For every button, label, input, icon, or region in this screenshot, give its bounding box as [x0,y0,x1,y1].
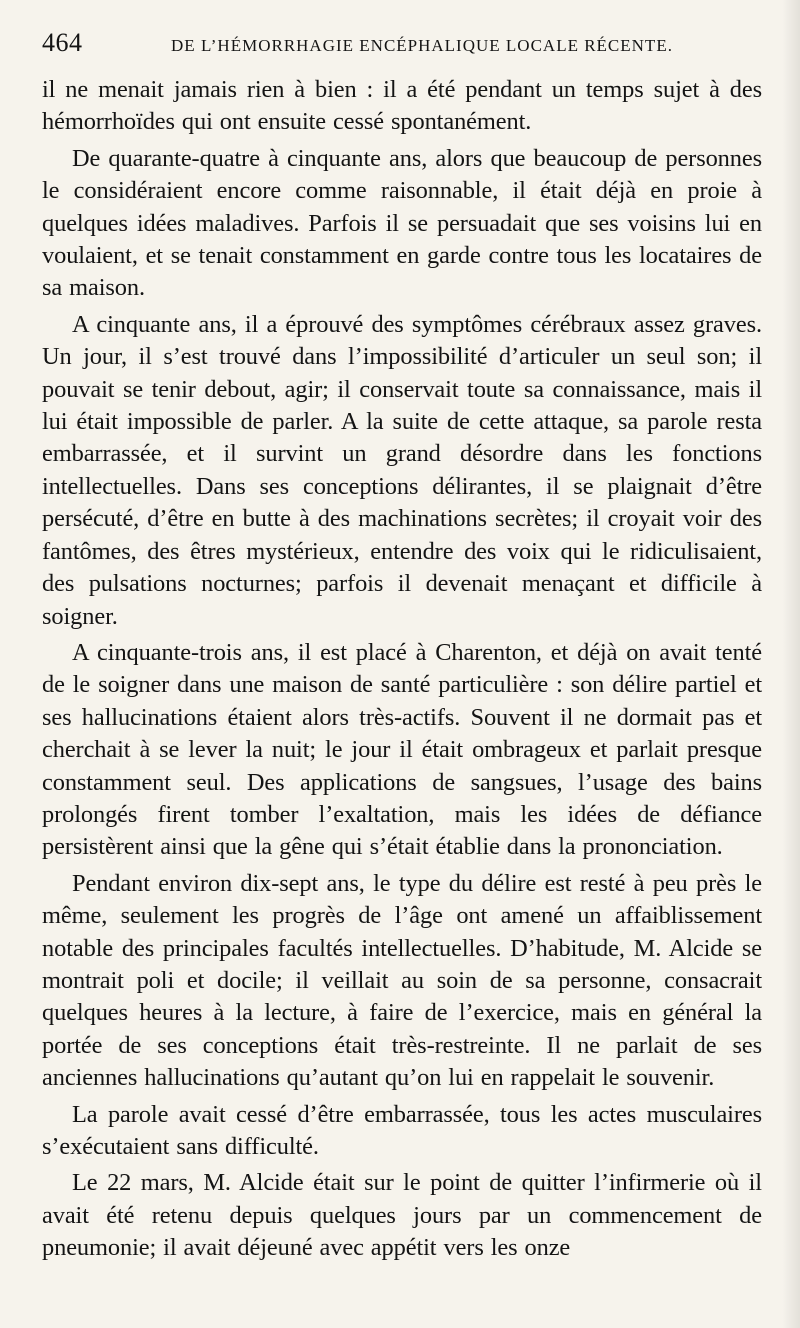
paragraph: A cinquante-trois ans, il est placé à Charenton, et déjà on avait tenté de le soigner dans une maison de santé particulière : son délire partiel et ses hallucinations étaient alors très-actifs. Souvent il ne dormait pas et cherchait à se lever la nuit; le jour il était ombrageux et parlait presque constamment seul. Des applications de sangsues, l’usage des bains prolongés firent tomber l’exaltation, mais les idées de défiance persistèrent ainsi que la gêne qui s’était établie dans la prononciation. [42,638,762,861]
paragraph: Le 22 mars, M. Alcide était sur le point de quitter l’infirmerie où il avait été retenu depuis quelques jours par un commencement de pneumonie; il avait déjeuné avec appétit vers les onze [42,1169,762,1262]
paragraph: il ne menait jamais rien à bien : il a été pendant un temps sujet à des hémorrhoïdes qui ont ensuite cessé spontanément. [42,76,762,136]
paragraph: Pendant environ dix-sept ans, le type du délire est resté à peu près le même, seulement les progrès de l’âge ont amené un affaiblissement notable des principales facultés intellectuelles. D’habitude, M. Alcide se montrait poli et docile; il veillait au soin de sa personne, consacrait quelques heures à la lecture, à faire de l’exercice, mais en général la portée de ses conceptions était très-restreinte. Il ne parlait de ses anciennes hallucinations qu’autant qu’on lui en rappelait le souvenir. [42,869,762,1092]
running-head [42,28,762,68]
paragraph: De quarante-quatre à cinquante ans, alors que beaucoup de personnes le considéraient encore comme raisonnable, il était déjà en proie à quelques idées maladives. Parfois il se persuadait que ses voisins lui en voulaient, et se tenait constamment en garde contre tous les locataires de sa maison. [42,144,762,302]
page-edge-shadow [782,0,800,1328]
page-number: 464 [42,28,83,57]
paragraph: La parole avait cessé d’être embarrassée, tous les actes musculaires s’exécutaient sans difficulté. [42,1100,762,1160]
body-text [42,74,762,1265]
running-title: DE L’HÉMORRHAGIE ENCÉPHALIQUE LOCALE RÉCENTE. [171,36,673,55]
paragraph: A cinquante ans, il a éprouvé des symptômes cérébraux assez graves. Un jour, il s’est trouvé dans l’impossibilité d’articuler un seul son; il pouvait se tenir debout, agir; il conservait toute sa connaissance, mais il lui était impossible de parler. A la suite de cette attaque, sa parole resta embarrassée, et il survint un grand désordre dans les fonctions intellectuelles. Dans ses conceptions délirantes, il se plaignait d’être persécuté, d’être en butte à des machinations secrètes; il croyait voir des fantômes, des êtres mystérieux, entendre des voix qui le ridiculisaient, des pulsations nocturnes; parfois il devenait menaçant et difficile à soigner. [42,310,762,630]
